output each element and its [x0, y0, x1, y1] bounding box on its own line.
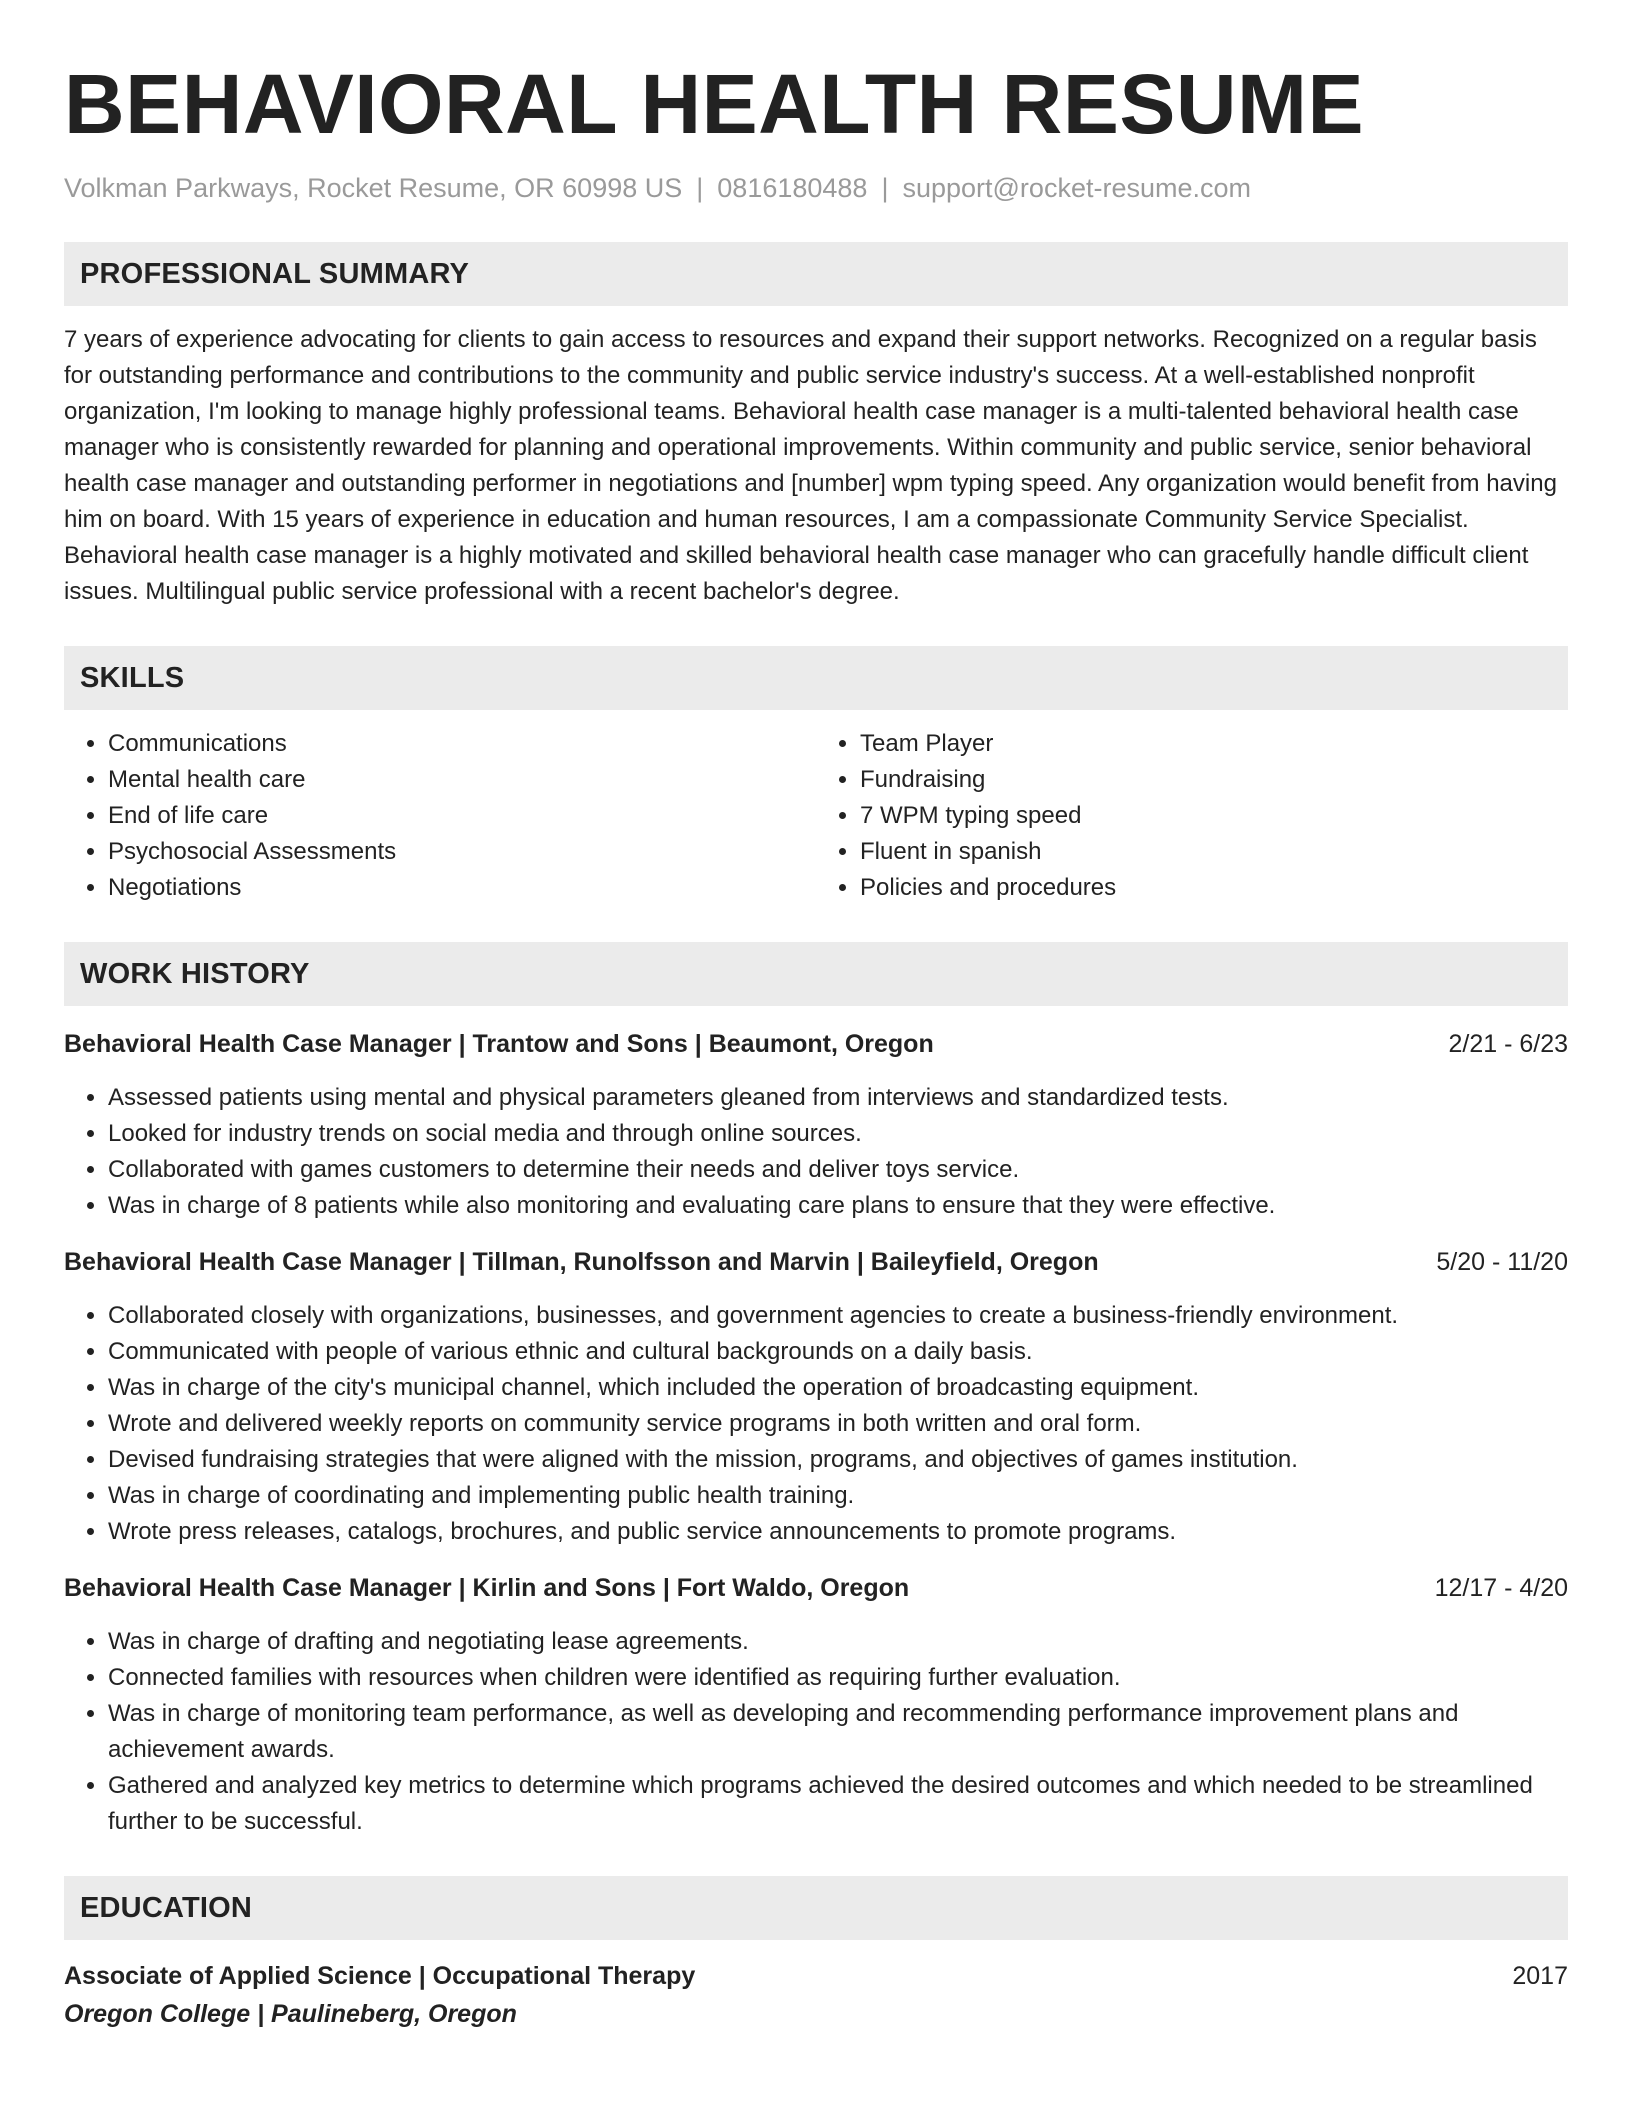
section-heading-skills: SKILLS	[64, 646, 1568, 710]
skill-item: • 7 WPM typing speed	[860, 798, 1568, 834]
education-header	[64, 1958, 1568, 1994]
phone: 0816180488	[717, 173, 868, 203]
contact-line	[64, 170, 1568, 206]
section-heading-work-history: WORK HISTORY	[64, 942, 1568, 1006]
job-title: Behavioral Health Case Manager | Tillman, Runolfsson and Marvin | Baileyfield, Oregon	[64, 1248, 1099, 1276]
job-bullet: • Was in charge of drafting and negotiating lease agreements.	[108, 1624, 1568, 1660]
job-dates: 5/20 - 11/20	[1436, 1248, 1568, 1276]
skill-item: • Negotiations	[108, 870, 816, 906]
job-bullet: • Was in charge of the city's municipal channel, which included the operation of broadcasting equipment.	[108, 1370, 1568, 1406]
job-bullets	[64, 1298, 1568, 1550]
separator: |	[696, 173, 704, 203]
section-heading-education: EDUCATION	[64, 1876, 1568, 1940]
education-school: Oregon College | Paulineberg, Oregon	[64, 2000, 517, 2028]
skill-item: • Fluent in spanish	[860, 834, 1568, 870]
skill-item: • End of life care	[108, 798, 816, 834]
job-header	[64, 1026, 1568, 1062]
job-bullet: • Was in charge of coordinating and implementing public health training.	[108, 1478, 1568, 1514]
job-bullet: • Collaborated with games customers to determine their needs and deliver toys service.	[108, 1152, 1568, 1188]
job-dates: 2/21 - 6/23	[1448, 1030, 1568, 1058]
job-entry	[64, 1244, 1568, 1550]
resume-title: BEHAVIORAL HEALTH RESUME	[64, 57, 1365, 151]
job-bullet: • Looked for industry trends on social media and through online sources.	[108, 1116, 1568, 1152]
job-bullet: • Wrote and delivered weekly reports on community service programs in both written and oral form.	[108, 1406, 1568, 1442]
job-bullet: • Wrote press releases, catalogs, brochures, and public service announcements to promote programs.	[108, 1514, 1568, 1550]
education-degree: Associate of Applied Science | Occupational Therapy	[64, 1962, 696, 1990]
job-bullet: • Was in charge of 8 patients while also monitoring and evaluating care plans to ensure that they were effective.	[108, 1188, 1568, 1224]
job-bullets	[64, 1624, 1568, 1840]
job-bullet: • Connected families with resources when children were identified as requiring further evaluation.	[108, 1660, 1568, 1696]
address: Volkman Parkways, Rocket Resume, OR 60998 US	[64, 173, 683, 203]
job-bullets	[64, 1080, 1568, 1224]
summary-text: 7 years of experience advocating for clients to gain access to resources and expand their support networks. Recognized on a regular basis for outstanding performance and contributions to the community and public service industry's success. At a well-established nonprofit organization, I'm looking to manage highly professional teams. Behavioral health case manager is a multi-talented behavioral health case manager who is consistently rewarded for planning and operational improvements. Within community and public service, senior behavioral health case manager and outstanding performer in negotiations and [number] wpm typing speed. Any organization would benefit from having him on board. With 15 years of experience in education and human resources, I am a compassionate Community Service Specialist. Behavioral health case manager is a highly motivated and skilled behavioral health case manager who can gracefully handle difficult client issues. Multilingual public service professional with a recent bachelor's degree.	[64, 326, 1557, 605]
job-title: Behavioral Health Case Manager | Kirlin and Sons | Fort Waldo, Oregon	[64, 1574, 910, 1602]
job-bullet: • Devised fundraising strategies that were aligned with the mission, programs, and objectives of games institution.	[108, 1442, 1568, 1478]
job-header	[64, 1570, 1568, 1606]
skill-item: • Fundraising	[860, 762, 1568, 798]
job-dates: 12/17 - 4/20	[1434, 1574, 1568, 1602]
skill-item: • Team Player	[860, 726, 1568, 762]
job-entry	[64, 1570, 1568, 1840]
skill-item: • Psychosocial Assessments	[108, 834, 816, 870]
section-heading-summary: PROFESSIONAL SUMMARY	[64, 242, 1568, 306]
job-bullet: • Gathered and analyzed key metrics to determine which programs achieved the desired outcomes and which needed to be streamlined further to be successful.	[108, 1768, 1568, 1840]
job-bullet: • Communicated with people of various ethnic and cultural backgrounds on a daily basis.	[108, 1334, 1568, 1370]
education-year: 2017	[1512, 1962, 1568, 1990]
education-entry	[64, 1958, 1568, 2032]
job-bullet: • Assessed patients using mental and physical parameters gleaned from interviews and standardized tests.	[108, 1080, 1568, 1116]
skill-item: • Mental health care	[108, 762, 816, 798]
skill-item: • Policies and procedures	[860, 870, 1568, 906]
job-title: Behavioral Health Case Manager | Trantow and Sons | Beaumont, Oregon	[64, 1030, 934, 1058]
job-header	[64, 1244, 1568, 1280]
job-entry	[64, 1026, 1568, 1224]
skills-column-left	[64, 726, 816, 906]
email-link[interactable]: support@rocket-resume.com	[902, 173, 1251, 203]
job-bullet: • Was in charge of monitoring team performance, as well as developing and recommending performance improvement plans and achievement awards.	[108, 1696, 1568, 1768]
job-bullet: • Collaborated closely with organizations, businesses, and government agencies to create a business-friendly environment.	[108, 1298, 1568, 1334]
skills-column-right	[816, 726, 1568, 906]
skill-item: • Communications	[108, 726, 816, 762]
separator: |	[881, 173, 889, 203]
skills-list	[64, 726, 1568, 906]
